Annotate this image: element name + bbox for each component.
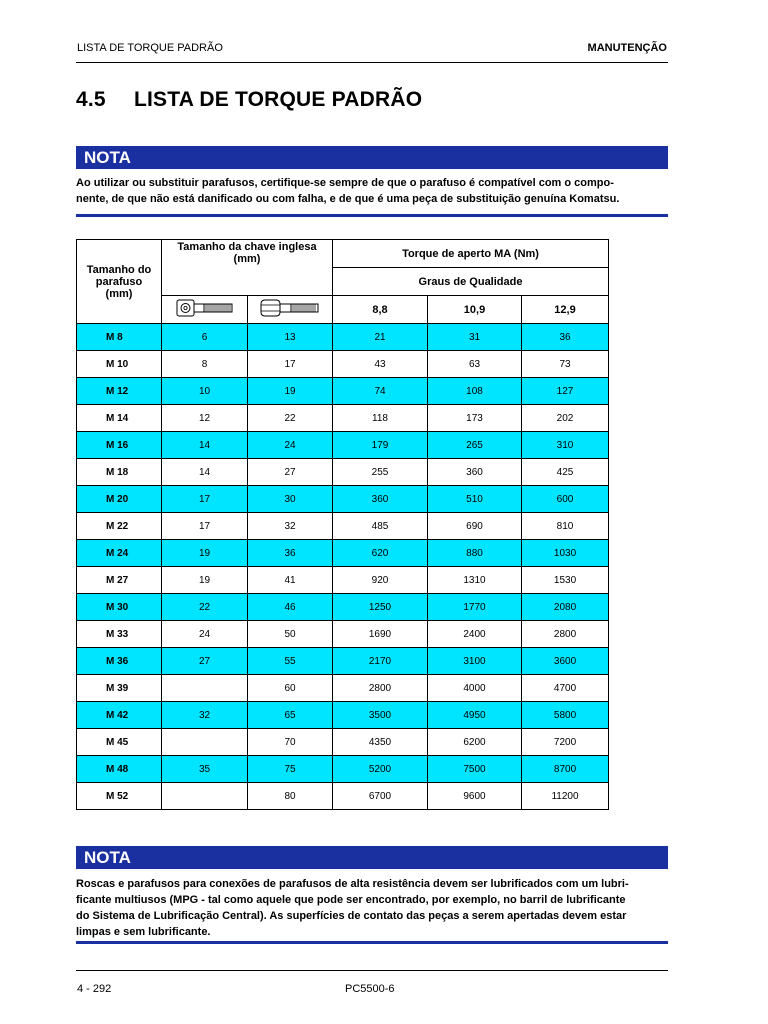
wrench-socket-cell: 10 (162, 378, 248, 405)
wrench-hex-cell: 27 (248, 459, 333, 486)
table-row (77, 486, 609, 513)
bolt-size-cell: M 42 (77, 702, 162, 729)
table-row (77, 405, 609, 432)
section-title-text: LISTA DE TORQUE PADRÃO (134, 88, 423, 111)
bolt-size-cell: M 27 (77, 567, 162, 594)
table-row (77, 324, 609, 351)
wrench-socket-cell: 6 (162, 324, 248, 351)
header-line: Tamanho da chave inglesa (177, 241, 317, 253)
torque-header: Torque de aperto MA (Nm) (333, 240, 609, 268)
wrench-socket-cell: 14 (162, 459, 248, 486)
torque-10-9-cell: 3100 (428, 648, 522, 675)
table-row (77, 594, 609, 621)
torque-10-9-cell: 4950 (428, 702, 522, 729)
wrench-hex-cell: 32 (248, 513, 333, 540)
wrench-socket-cell (162, 729, 248, 756)
torque-12-9-cell: 425 (522, 459, 609, 486)
note-line: Ao utilizar ou substituir parafusos, certifique-se sempre de que o parafuso é compatível com o compo- (76, 177, 614, 189)
bolt-size-cell: M 22 (77, 513, 162, 540)
table-row (77, 675, 609, 702)
note-line: Roscas e parafusos para conexões de parafusos de alta resistência devem ser lubrificados com um lubri- (76, 878, 629, 890)
note-line: limpas e sem lubrificante. (76, 926, 211, 938)
note-line: nente, de que não está danificado ou com falha, e de que é uma peça de substituição genuína Komatsu. (76, 193, 620, 205)
torque-8-8-cell: 118 (333, 405, 428, 432)
bolt-size-cell: M 20 (77, 486, 162, 513)
torque-8-8-cell: 920 (333, 567, 428, 594)
torque-12-9-cell: 3600 (522, 648, 609, 675)
table-row (77, 378, 609, 405)
torque-8-8-cell: 43 (333, 351, 428, 378)
wrench-socket-cell: 24 (162, 621, 248, 648)
note-text (76, 876, 670, 940)
torque-8-8-cell: 1690 (333, 621, 428, 648)
footer-divider (76, 970, 668, 971)
hex-bolt-icon-cell (248, 296, 333, 324)
section-number: 4.5 (76, 88, 106, 111)
torque-10-9-cell: 63 (428, 351, 522, 378)
wrench-hex-cell: 30 (248, 486, 333, 513)
note-divider (76, 214, 668, 217)
bolt-size-cell: M 14 (77, 405, 162, 432)
hex-head-bolt-icon (259, 298, 321, 318)
torque-10-9-cell: 173 (428, 405, 522, 432)
grade-12-9-header: 12,9 (522, 296, 609, 324)
torque-10-9-cell: 2400 (428, 621, 522, 648)
wrench-socket-cell: 12 (162, 405, 248, 432)
bolt-size-cell: M 16 (77, 432, 162, 459)
torque-table (76, 239, 609, 810)
wrench-socket-cell: 22 (162, 594, 248, 621)
table-row (77, 783, 609, 810)
note-line: ficante multiusos (MPG - tal como aquele que pode ser encontrado, por exemplo, no barril de lubrificante (76, 894, 626, 906)
wrench-hex-cell: 65 (248, 702, 333, 729)
table-row (77, 756, 609, 783)
torque-10-9-cell: 7500 (428, 756, 522, 783)
torque-8-8-cell: 3500 (333, 702, 428, 729)
table-row (77, 621, 609, 648)
socket-head-bolt-icon (175, 298, 235, 318)
section-heading (76, 88, 422, 112)
note-banner: NOTA (76, 846, 668, 869)
note-text (76, 175, 670, 207)
bolt-size-cell: M 10 (77, 351, 162, 378)
torque-10-9-cell: 360 (428, 459, 522, 486)
torque-10-9-cell: 108 (428, 378, 522, 405)
wrench-hex-cell: 55 (248, 648, 333, 675)
torque-10-9-cell: 31 (428, 324, 522, 351)
wrench-hex-cell: 60 (248, 675, 333, 702)
header-line: (mm) (233, 253, 261, 265)
torque-12-9-cell: 5800 (522, 702, 609, 729)
table-row (77, 513, 609, 540)
header-divider (76, 62, 668, 63)
bolt-size-cell: M 45 (77, 729, 162, 756)
torque-8-8-cell: 21 (333, 324, 428, 351)
wrench-hex-cell: 22 (248, 405, 333, 432)
torque-12-9-cell: 127 (522, 378, 609, 405)
table-row (77, 702, 609, 729)
torque-8-8-cell: 74 (333, 378, 428, 405)
table-row (77, 729, 609, 756)
bolt-size-cell: M 12 (77, 378, 162, 405)
running-header-chapter: MANUTENÇÃO (587, 42, 667, 54)
page-number: 4 - 292 (77, 983, 112, 995)
bolt-size-cell: M 18 (77, 459, 162, 486)
wrench-hex-cell: 46 (248, 594, 333, 621)
wrench-socket-cell: 19 (162, 540, 248, 567)
torque-10-9-cell: 6200 (428, 729, 522, 756)
header-line: Tamanho do (86, 263, 152, 276)
wrench-socket-cell: 35 (162, 756, 248, 783)
table-row (77, 432, 609, 459)
torque-10-9-cell: 4000 (428, 675, 522, 702)
bolt-size-cell: M 39 (77, 675, 162, 702)
socket-bolt-icon-cell (162, 296, 248, 324)
torque-12-9-cell: 4700 (522, 675, 609, 702)
torque-8-8-cell: 255 (333, 459, 428, 486)
torque-12-9-cell: 2800 (522, 621, 609, 648)
wrench-socket-cell: 14 (162, 432, 248, 459)
torque-10-9-cell: 265 (428, 432, 522, 459)
torque-12-9-cell: 36 (522, 324, 609, 351)
header-line: (mm) (105, 287, 133, 300)
torque-12-9-cell: 2080 (522, 594, 609, 621)
torque-12-9-cell: 11200 (522, 783, 609, 810)
bolt-size-cell: M 30 (77, 594, 162, 621)
wrench-hex-cell: 75 (248, 756, 333, 783)
grade-10-9-header: 10,9 (428, 296, 522, 324)
wrench-socket-cell: 8 (162, 351, 248, 378)
table-row (77, 648, 609, 675)
torque-8-8-cell: 1250 (333, 594, 428, 621)
torque-12-9-cell: 600 (522, 486, 609, 513)
wrench-hex-cell: 80 (248, 783, 333, 810)
quality-grades-header: Graus de Qualidade (333, 268, 609, 296)
wrench-socket-cell: 17 (162, 513, 248, 540)
note-banner: NOTA (76, 146, 668, 169)
bolt-size-cell: M 8 (77, 324, 162, 351)
torque-12-9-cell: 310 (522, 432, 609, 459)
torque-8-8-cell: 2170 (333, 648, 428, 675)
torque-8-8-cell: 485 (333, 513, 428, 540)
wrench-size-header (162, 240, 333, 296)
bolt-size-cell: M 24 (77, 540, 162, 567)
bolt-size-cell: M 52 (77, 783, 162, 810)
torque-12-9-cell: 1030 (522, 540, 609, 567)
torque-12-9-cell: 8700 (522, 756, 609, 783)
torque-8-8-cell: 620 (333, 540, 428, 567)
table-row (77, 567, 609, 594)
wrench-hex-cell: 24 (248, 432, 333, 459)
torque-12-9-cell: 1530 (522, 567, 609, 594)
table-row (77, 351, 609, 378)
torque-10-9-cell: 880 (428, 540, 522, 567)
torque-8-8-cell: 5200 (333, 756, 428, 783)
wrench-hex-cell: 17 (248, 351, 333, 378)
wrench-socket-cell (162, 783, 248, 810)
wrench-hex-cell: 70 (248, 729, 333, 756)
torque-10-9-cell: 690 (428, 513, 522, 540)
wrench-hex-cell: 19 (248, 378, 333, 405)
model-code: PC5500-6 (345, 983, 395, 995)
bolt-size-cell: M 48 (77, 756, 162, 783)
wrench-hex-cell: 13 (248, 324, 333, 351)
wrench-socket-cell: 32 (162, 702, 248, 729)
wrench-socket-cell (162, 675, 248, 702)
note-line: do Sistema de Lubrificação Central). As superfícies de contato das peças a serem apertadas devem estar (76, 910, 627, 922)
header-line: parafuso (95, 275, 143, 288)
torque-12-9-cell: 7200 (522, 729, 609, 756)
torque-10-9-cell: 1310 (428, 567, 522, 594)
torque-12-9-cell: 202 (522, 405, 609, 432)
wrench-hex-cell: 41 (248, 567, 333, 594)
note-divider (76, 941, 668, 944)
torque-10-9-cell: 9600 (428, 783, 522, 810)
torque-8-8-cell: 6700 (333, 783, 428, 810)
table-row (77, 459, 609, 486)
bolt-size-cell: M 33 (77, 621, 162, 648)
torque-table-body (77, 324, 609, 810)
table-row (77, 540, 609, 567)
wrench-hex-cell: 50 (248, 621, 333, 648)
torque-8-8-cell: 360 (333, 486, 428, 513)
torque-12-9-cell: 810 (522, 513, 609, 540)
torque-10-9-cell: 1770 (428, 594, 522, 621)
wrench-socket-cell: 27 (162, 648, 248, 675)
torque-10-9-cell: 510 (428, 486, 522, 513)
wrench-socket-cell: 17 (162, 486, 248, 513)
torque-8-8-cell: 179 (333, 432, 428, 459)
bolt-size-cell: M 36 (77, 648, 162, 675)
bolt-size-header (77, 240, 162, 324)
torque-8-8-cell: 2800 (333, 675, 428, 702)
torque-12-9-cell: 73 (522, 351, 609, 378)
torque-8-8-cell: 4350 (333, 729, 428, 756)
wrench-hex-cell: 36 (248, 540, 333, 567)
wrench-socket-cell: 19 (162, 567, 248, 594)
running-header-title: LISTA DE TORQUE PADRÃO (77, 42, 223, 54)
grade-8-8-header: 8,8 (333, 296, 428, 324)
